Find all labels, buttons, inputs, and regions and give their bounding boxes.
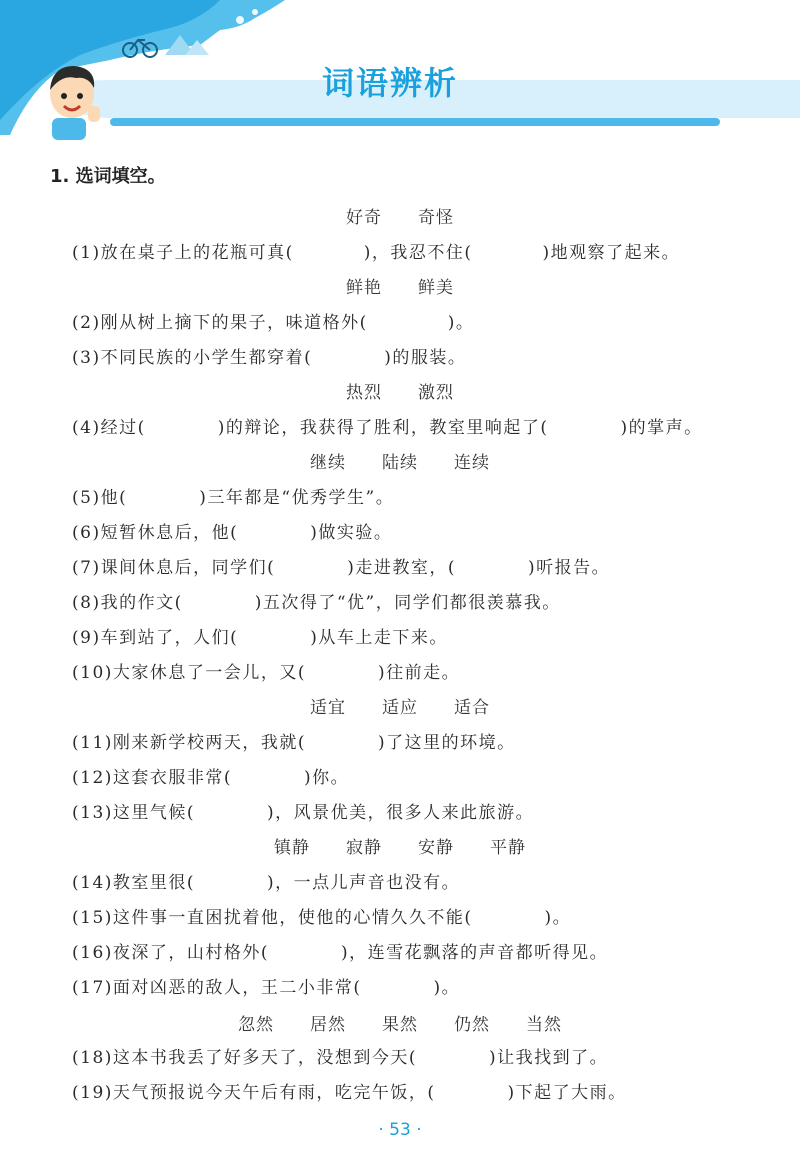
word-option: 好奇 — [346, 208, 382, 228]
exercise-item: (11)刚来新学校两天，我就( )了这里的环境。 — [72, 733, 516, 753]
word-option: 热烈 — [346, 383, 382, 403]
exercise-item: (17)面对凶恶的敌人，王二小非常( )。 — [72, 978, 461, 998]
exercise-item: (7)课间休息后，同学们( )走进教室，( )听报告。 — [72, 558, 611, 578]
word-option: 平静 — [490, 838, 526, 858]
word-options — [0, 273, 800, 298]
word-option: 果然 — [382, 1015, 418, 1035]
word-options — [0, 833, 800, 858]
exercise-item: (19)天气预报说今天午后有雨，吃完午饭，( )下起了大雨。 — [72, 1083, 627, 1103]
word-option: 陆续 — [382, 453, 418, 473]
exercise-item: (12)这套衣服非常( )你。 — [72, 768, 350, 788]
word-option: 适合 — [454, 698, 490, 718]
exercise-item: (3)不同民族的小学生都穿着( )的服装。 — [72, 348, 467, 368]
word-option: 奇怪 — [418, 208, 454, 228]
boy-mascot-icon — [40, 60, 110, 140]
exercise-item: (8)我的作文( )五次得了“优”，同学们都很羡慕我。 — [72, 593, 561, 613]
exercise-item: (1)放在桌子上的花瓶可真( )，我忍不住( )地观察了起来。 — [72, 243, 681, 263]
exercise-item: (9)车到站了，人们( )从车上走下来。 — [72, 628, 448, 648]
exercise-item: (16)夜深了，山村格外( )，连雪花飘落的声音都听得见。 — [72, 943, 609, 963]
word-option: 忽然 — [238, 1015, 274, 1035]
word-options — [0, 693, 800, 718]
word-option: 适应 — [382, 698, 418, 718]
exercise-item: (5)他( )三年都是“优秀学生”。 — [72, 488, 395, 508]
exercise-item: (14)教室里很( )，一点儿声音也没有。 — [72, 873, 461, 893]
exercise-item: (10)大家休息了一会儿，又( )往前走。 — [72, 663, 461, 683]
page-number: · 53 · — [378, 1120, 422, 1140]
exercise-item: (2)刚从树上摘下的果子，味道格外( )。 — [72, 313, 475, 333]
question-heading: 1. 选词填空。 — [50, 166, 166, 187]
word-option: 适宜 — [310, 698, 346, 718]
word-option: 当然 — [526, 1015, 562, 1035]
word-option: 连续 — [454, 453, 490, 473]
word-option: 鲜美 — [418, 278, 454, 298]
word-options — [0, 203, 800, 228]
word-option: 鲜艳 — [346, 278, 382, 298]
word-option: 居然 — [310, 1015, 346, 1035]
exercise-item: (18)这本书我丢了好多天了，没想到今天( )让我找到了。 — [72, 1048, 609, 1068]
exercise-item: (15)这件事一直困扰着他，使他的心情久久不能( )。 — [72, 908, 572, 928]
word-option: 继续 — [310, 453, 346, 473]
page-title: 词语辨析 — [321, 64, 458, 102]
exercise-item: (13)这里气候( )，风景优美，很多人来此旅游。 — [72, 803, 535, 823]
word-option: 镇静 — [274, 838, 310, 858]
word-options — [0, 448, 800, 473]
word-options — [0, 1010, 800, 1035]
header-banner — [0, 0, 800, 150]
word-option: 激烈 — [418, 383, 454, 403]
word-option: 寂静 — [346, 838, 382, 858]
exercise-item: (4)经过( )的辩论，我获得了胜利，教室里响起了( )的掌声。 — [72, 418, 703, 438]
word-option: 仍然 — [454, 1015, 490, 1035]
word-options — [0, 378, 800, 403]
exercise-item: (6)短暂休息后，他( )做实验。 — [72, 523, 393, 543]
word-option: 安静 — [418, 838, 454, 858]
